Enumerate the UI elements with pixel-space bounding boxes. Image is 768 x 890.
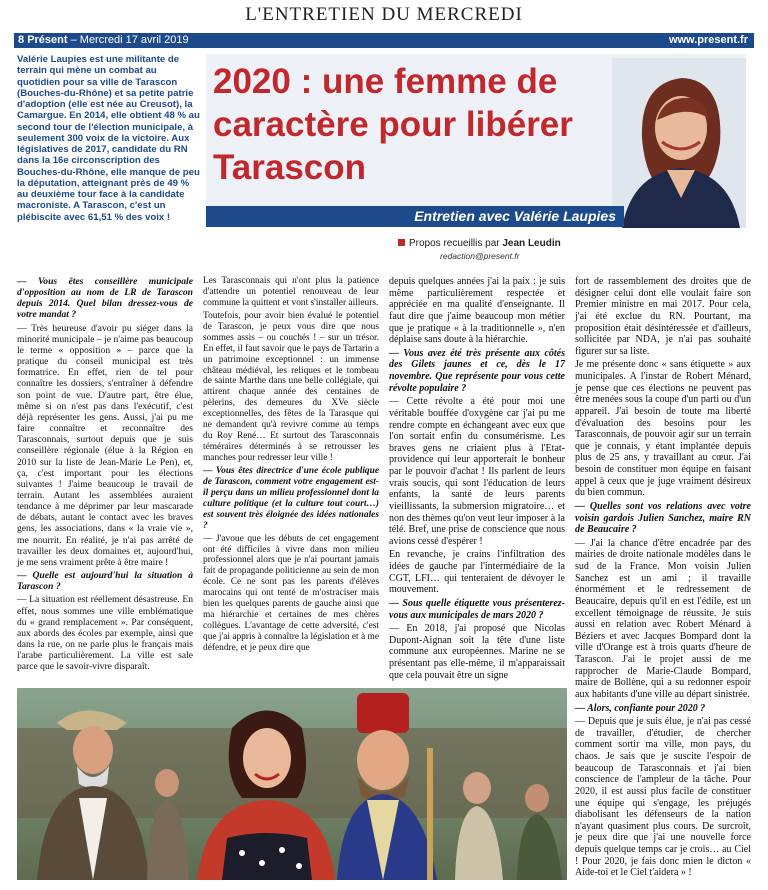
interview-question: — Quelle est aujourd'hui la situation à Tarascon ? [17, 570, 193, 593]
interview-paragraph: Toutefois, pour avoir bien évalué le potentiel de Tarascon, je peux vous dire que nous sommes assis – ou couchés ! – sur un trésor. En effet, il faut savoir que le pays de Tartarin a un patrimoine exceptionnel : un immense château médiéval, les reliques et le tombeau de sainte Marthe dans une belle collégiale, qui attirent chaque année des centaines de pèlerins, des demeures du XVe siècle exceptionnelles, des fêtes de la Tarasque qui ne demandent qu'à revivre comme au temps du Roy René… Et surtout des Tarasconnais téméraires déterminés à se retrousser les manches pour redresser leur ville ! [203, 310, 379, 463]
article-headline: 2020 : une femme de caractère pour libérer Tarascon [213, 62, 573, 187]
interview-paragraph: Je me présente donc « sans étiquette » aux municipales. A l'instar de Robert Ménard, je pense que ces élections ne peuvent pas être menées sous la coupe d'un parti ou d'un appareil. J'ai besoin de toute ma liberté d'évaluation des besoins pour les Tarasconnais, de pouvoir agir sur un terrain que je connais, y étant implantée depuis plus de 25 ans, y travaillant au cœur. J'ai besoin de constituer mon équipe en faisant appel à ceux que je juge vraiment désireux du bien commun. [575, 359, 751, 499]
article-column-4 [575, 276, 751, 881]
portrait-photo [612, 58, 746, 228]
portrait-image [612, 58, 746, 228]
article-column-3 [389, 276, 565, 683]
article-column-1 [17, 276, 193, 674]
interview-paragraph: — Très heureuse d'avoir pu siéger dans la minorité municipale – je n'aime pas beaucoup le terme « opposition » – parce que la pratique du conseil municipal est très formatrice. En effet, rien de tel pour connaître les dossiers, s'entraîner à défendre son point de vue. D'autre part, être élue, même si on n'est pas dans l'exécutif, c'est déjà représenter les gens. Aussi, j'ai pu me faire connaître et reconnaître des Tarasconnais, surtout depuis que je suis conseillère régionale (élue à la Région en 2010 sur la liste de Jean-Marie Le Pen), et, ça, c'est important pour les élections suivantes ! J'aime beaucoup le travail de terrain. Autant les assemblées auraient tendance à me déprimer par leur mascarade de débats, autant le contact avec les braves gens, les associations, dans « la vraie vie », me nourrit. En réalité, je n'ai pas arrêté de travailler les deux domaines et, aujourd'hui, je me sens vraiment prête à être maire ! [17, 322, 193, 568]
interview-question: — Vous êtes conseillère municipale d'opposition au nom de LR de Tarascon depuis 2014. Quel bilan dressez-vous de votre mandat ? [17, 276, 193, 321]
byline-text: Propos recueillis par [409, 238, 503, 249]
intro-paragraph [17, 54, 202, 223]
page-number: 8 [18, 34, 25, 46]
interview-paragraph: — La situation est réellement désastreuse. En effet, nous sommes une ville emblématique du « grand remplacement ». Par conséquent, aux abords des écoles par exemple, ainsi que dans la rue, on ne parle plus le français mais l'arabe particulièrement. La ville est sale parce que le savoir-vivre disparaît. [17, 594, 193, 673]
issue-date: Mercredi 17 avril 2019 [79, 34, 189, 46]
interview-question: — Alors, confiante pour 2020 ? [575, 702, 706, 714]
interview-question: — Sous quelle étiquette vous présenterez-vous aux municipales de mars 2020 ? [389, 597, 565, 621]
interview-paragraph: — Cette révolte a été pour moi une véritable bouffée d'oxygène car j'ai pu me rendre compte en échangeant avec eux que l'on sortait enfin du consumérisme. Les braves gens ne criaient plus à l'Etat-providence qui leur apporterait le bonheur par le pouvoir d'achat ! Ils parlent de leurs vrais soucis, qui sont l'éducation de leurs enfants, la santé de leurs parents vieillissants, la submersion migratoire… et non des thèmes qu'on veut leur imposer à la télé. Bref, une prise de conscience que nous avions cessé d'espérer ! [389, 396, 565, 547]
intro-text: Valérie Laupies est une militante de terrain qui mène un combat au quotidien pour sa ville de Tarascon (Bouches-du-Rhône) et sa petite patrie d'adoption (elle est née au Creusot), la Camargue. En 2014, elle obtient 48 % au second tour de l'élection municipale, à seulement 300 voix de la victoire. Aux législatives de 2017, candidate du RN dans la 16e circonscription des Bouches-du-Rhône, elle manque de peu la députation, atteignant près de 49 % au deuxième tour face à la candidate macroniste. A Tarascon, c'est un plébiscite avec 61,51 % des voix ! [17, 54, 200, 223]
interview-paragraph: — En 2018, j'ai proposé que Nicolas Dupont-Aignan soit la tête d'une liste commune aux européennes. Marine ne se présentant pas elle-même, il m'apparaissait que cela pouvait être un signe [389, 623, 565, 681]
interview-paragraph: — J'avoue que les débuts de cet engagement ont été difficiles à vivre dans mon milieu professionnel alors que je n'ai pourtant jamais fait de propagande politicienne au sein de mon école. Ce ne sont pas les parents d'élèves marocains qui ont tenté de m'ostraciser mais bien les quelques parents de gauche ainsi que ma hiérarchie et certaines de mes chères collègues. L'avantage de cette adversité, c'est que j'ai appris à connaître la législation et à me défendre, et je peux dire que [203, 533, 379, 653]
interview-question: — Vous êtes directrice d'une école publique de Tarascon, comment votre engagement est-il perçu dans un milieu professionnel dont la culture politique (et la culture tout court…) est souvent très éloignée des idées nationales ? [203, 465, 379, 531]
page-info [18, 33, 189, 48]
interview-paragraph: fort de rassemblement des droites que de désigner celui dont elle voulait faire son Premier ministre en mai 2017. Pour cela, j'ai été exclue du RN. Pourtant, ma proposition était désintéressée et d'ailleurs, sollicitée par NDA, je n'ai pas souhaité figurer sur sa liste. [575, 276, 751, 357]
byline [398, 238, 648, 262]
interview-paragraph: — J'ai la chance d'être encadrée par des mairies de droite nationale modèles dans le sud de la France. Mon voisin Julien Sanchez est un ami ; il travaille énormément et le redressement de Beaucaire, depuis qu'il en est l'édile, est un excellent témoignage de réussite. Je suis aussi en relation avec Robert Ménard à Béziers et avec Jacques Bompard dont la ville d'Orange est à trois quarts d'heure de Tarascon. J'ai le projet aussi de me rapprocher de Marie-Claude Bompard, maire de Bollène, qui a su redonner espoir aux habitants d'une ville au départ sinistrée. [575, 537, 751, 700]
interview-paragraph: En revanche, je crains l'infiltration des idées de gauche par l'intermédiaire de la CGT, LFI… qui tenteraient de dévoyer le mouvement. [389, 549, 565, 596]
masthead: L'ENTRETIEN DU MERCREDI [245, 4, 523, 25]
newspaper-name: Présent [27, 34, 68, 46]
website-link[interactable]: www.present.fr [668, 34, 748, 46]
article-column-2 [203, 276, 379, 656]
author-name: Jean Leudin [502, 238, 561, 249]
page-header-bar [14, 33, 754, 48]
subtitle-bar: Entretien avec Valérie Laupies [206, 206, 624, 227]
interview-question: — Vous avez été très présente aux côtés des Gilets jaunes et ce, dès le 17 novembre. Que représente pour vous cette révolte populaire ? [389, 347, 565, 394]
event-photo [17, 688, 567, 880]
interview-paragraph: Les Tarasconnais qui n'ont plus la patience d'attendre un potentiel renouveau de leur commune la quittent et vont s'installer ailleurs. [203, 276, 379, 308]
interview-paragraph: — Depuis que je suis élue, je n'ai pas cessé de travailler, d'étudier, de chercher comment sortir ma ville, mon pays, du chaos. Je sais que je suscite l'espoir de beaucoup de Tarasconnais et j'ai bien conscience de l'ampleur de la tâche. Pour 2020, il est aussi plus facile de constituer une équipe qui s'engage, les préjugés diabolisant les défenseurs de la nation n'ayant quasiment plus cours. De surcroît, je peux dire que j'ai une nouvelle force depuis quelque temps car je crois… au Ciel ! Pour 2020, je fais donc mien le dicton « Aide-toi et le Ciel t'aidera » ! [575, 716, 751, 879]
interview-question: — Quelles sont vos relations avec votre voisin gardois Julien Sanchez, maire RN de Beaucaire ? [575, 500, 751, 536]
author-email[interactable]: redaction@present.fr [440, 251, 520, 261]
interview-paragraph: depuis quelques années j'ai la paix : je suis même particulièrement respectée et appréciée en ma qualité d'enseignante. Il faut dire que j'aime beaucoup mon métier que je pratique « à la traditionnelle », n'en déplaise sans doute à la hiérarchie. [389, 276, 565, 346]
bullet-square-icon [398, 239, 405, 246]
photo-image [17, 688, 567, 880]
separator: – [67, 34, 80, 46]
